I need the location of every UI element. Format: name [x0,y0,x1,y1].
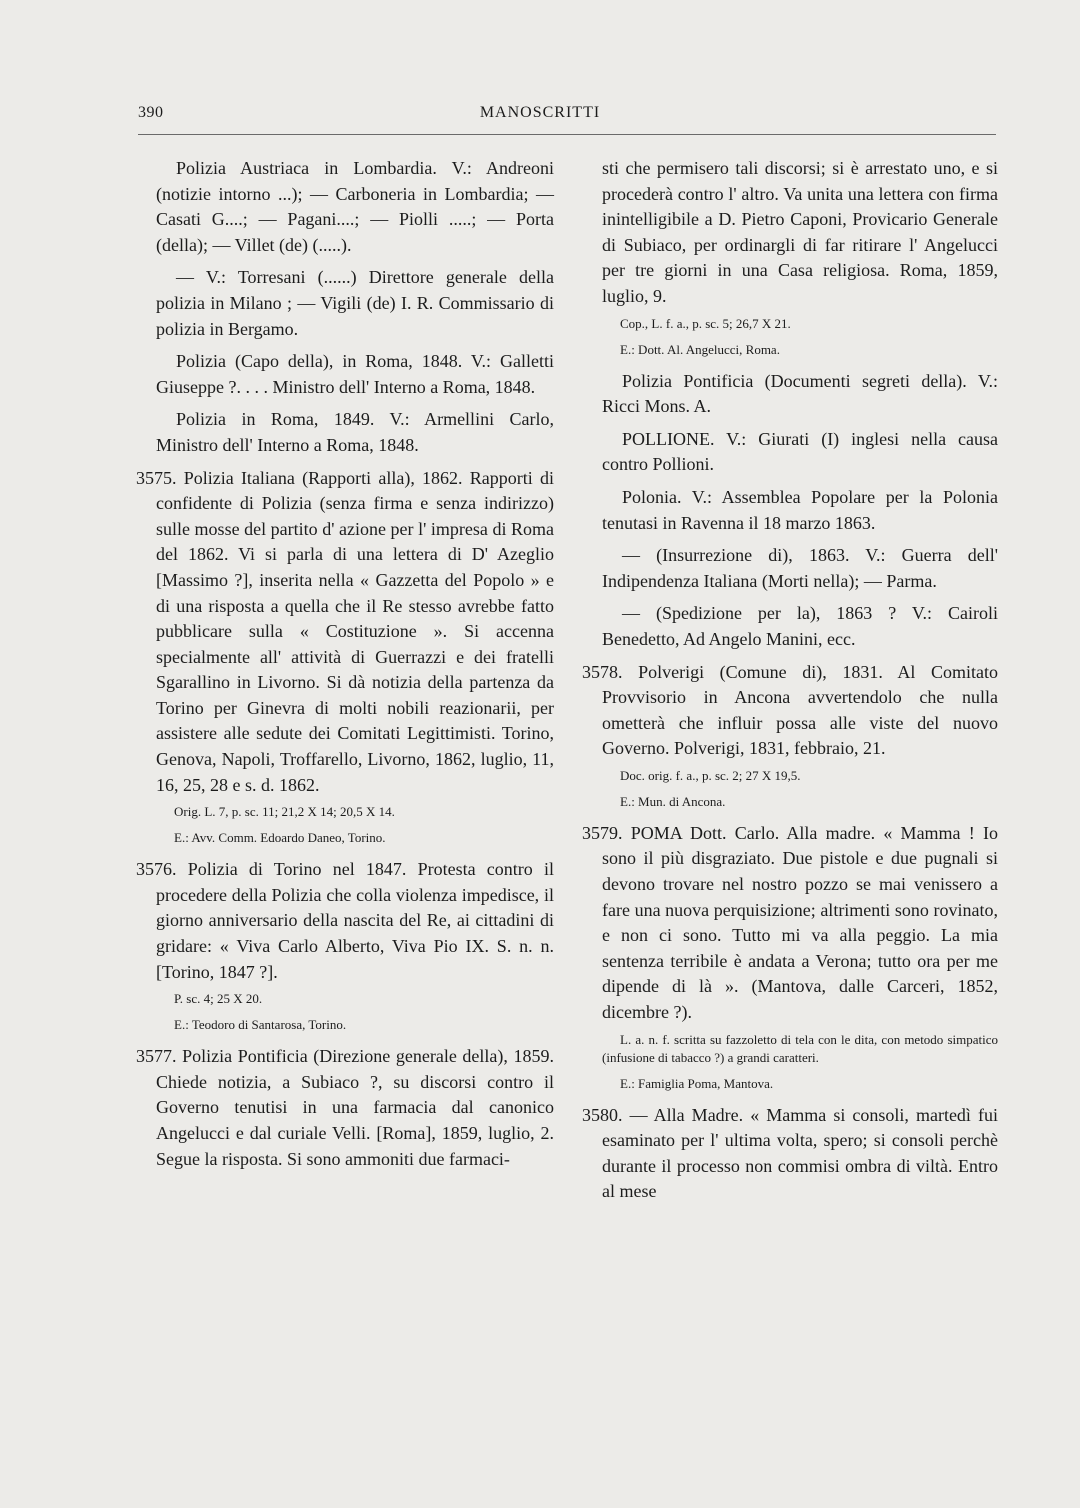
page-number: 390 [138,104,164,121]
entry-paragraph: Polizia in Roma, 1849. V.: Armellini Carlo, Ministro dell' Interno a Roma, 1848. [156,409,554,455]
entry-note: Doc. orig. f. a., p. sc. 2; 27 X 19,5. [620,767,801,783]
entry-paragraph: 3579. POMA Dott. Carlo. Alla madre. « Mamma ! Io sono il più disgraziato. Due pistole e due pugnali si devono trovare nel nostro pozzo se mai venissero a fare una nuova perquisizione; altrimenti sono rovinato, e non ci sono. Tutto mi va alla peggio. La mia sentenza terribile è andata a Verona; tutto ora per me dipende di là ». (Mantova, dalle Carceri, 1852, dicembre ?). [582,822,998,1023]
page-header [0,104,1080,134]
entry-paragraph: 3577. Polizia Pontificia (Direzione generale della), 1859. Chiede notizia, a Subiaco ?, su discorsi contro il Governo tenutisi in una farmacia dal canonico Angelucci e dal curiale Velli. [Roma], 1859, luglio, 2. Segue la risposta. Si sono ammoniti due farmaci- [136,1046,554,1169]
entry-note: E.: Teodoro di Santarosa, Torino. [174,1017,347,1033]
left-column [136,156,554,1179]
entry-note: E.: Famiglia Poma, Mantova. [620,1075,774,1091]
entry-paragraph: — V.: Torresani (......) Direttore generale della polizia in Milano ; — Vigili (de) I. R. Commissario di polizia in Bergamo. [156,267,554,339]
entry-paragraph: 3578. Polverigi (Comune di), 1831. Al Comitato Provvisorio in Ancona avvertendolo che nulla ometterà che influir possa alle viste del nuovo Governo. Polverigi, 1831, febbraio, 21. [582,661,998,759]
entry-note: Cop., L. f. a., p. sc. 5; 26,7 X 21. [620,315,791,331]
running-title: MANOSCRITTI [479,104,601,121]
entry-paragraph: POLLIONE. V.: Giurati (I) inglesi nella causa contro Pollioni. [602,428,998,475]
right-column [582,156,998,1212]
entry-paragraph: 3580. — Alla Madre. « Mamma si consoli, martedì fui esaminato per l' ultima volta, spero; si consoli perchè durante il processo non commisi ombra di viltà. Entro al mese [582,1104,998,1202]
entry-paragraph: 3576. Polizia di Torino nel 1847. Protesta contro il procedere della Polizia che colla violenza impedisce, il giorno anniversario della nascita del Re, ai cittadini di gridare: « Viva Carlo Alberto, Viva Pio IX. S. n. n. [Torino, 1847 ?]. [136,859,554,982]
entry-paragraph: Polizia Pontificia (Documenti segreti della). V.: Ricci Mons. A. [602,370,998,417]
entry-paragraph: sti che permisero tali discorsi; si è arrestato uno, e si procederà contro l' altro. Va unita una lettera con firma inintelligibile a D. Pietro Caponi, Provicario Generale di Subiaco, per ordinargli di far ritirare l' Angelucci per tre giorni in una Casa religiosa. Roma, 1859, luglio, 9. [602,158,998,306]
entry-paragraph: Polonia. V.: Assemblea Popolare per la Polonia tenutasi in Ravenna il 18 marzo 1863. [602,486,998,533]
entry-paragraph: 3575. Polizia Italiana (Rapporti alla), 1862. Rapporti di confidente di Polizia (senza firma e senza indirizzo) sulle mosse del partito d' azione per l' impresa di Roma del 1862. Vi si parla di una lettera di D' Azeglio [Massimo ?], inserita nella « Gazzetta del Popolo » e di una risposta a quella che il Re stesso avrebbe fatto pubblicare sulla « Costituzione ». Si accenna specialmente all' attività di Guerrazzi e dei fratelli Sgarallino in Livorno. Si dà notizia della partenza da Torino per Ginevra di molti nobili reazionarii, per assistere alle sedute dei Comitati Legittimisti. Torino, Genova, Napoli, Troffarello, Livorno, 1862, luglio, 11, 16, 25, 28 e s. d. 1862. [136,467,554,795]
entry-paragraph: — (Spedizione per la), 1863 ? V.: Cairoli Benedetto, Ad Angelo Manini, ecc. [602,603,998,649]
entry-note: Orig. L. 7, p. sc. 11; 21,2 X 14; 20,5 X 14. [174,804,395,820]
header-rule [138,134,996,135]
entry-paragraph: Polizia (Capo della), in Roma, 1848. V.: Galletti Giuseppe ?. . . . Ministro dell' Interno a Roma, 1848. [156,351,554,397]
entry-note: E.: Dott. Al. Angelucci, Roma. [620,341,780,357]
entry-note: E.: Mun. di Ancona. [620,793,726,809]
entry-paragraph: Polizia Austriaca in Lombardia. V.: Andreoni (notizie intorno ...); — Carboneria in Lombardia; — Casati G....; — Pagani....; — Piolli .....; — Porta (della); — Villet (de) (.....). [156,158,554,255]
entry-note: P. sc. 4; 25 X 20. [174,991,263,1007]
entry-note: L. a. n. f. scritta su fazzoletto di tela con le dita, con metodo simpatico (infusione di tabacco ?) a grandi caratteri. [602,1031,998,1065]
entry-paragraph: — (Insurrezione di), 1863. V.: Guerra dell' Indipendenza Italiana (Morti nella); — Parma. [602,545,998,591]
entry-note: E.: Avv. Comm. Edoardo Daneo, Torino. [174,830,386,846]
